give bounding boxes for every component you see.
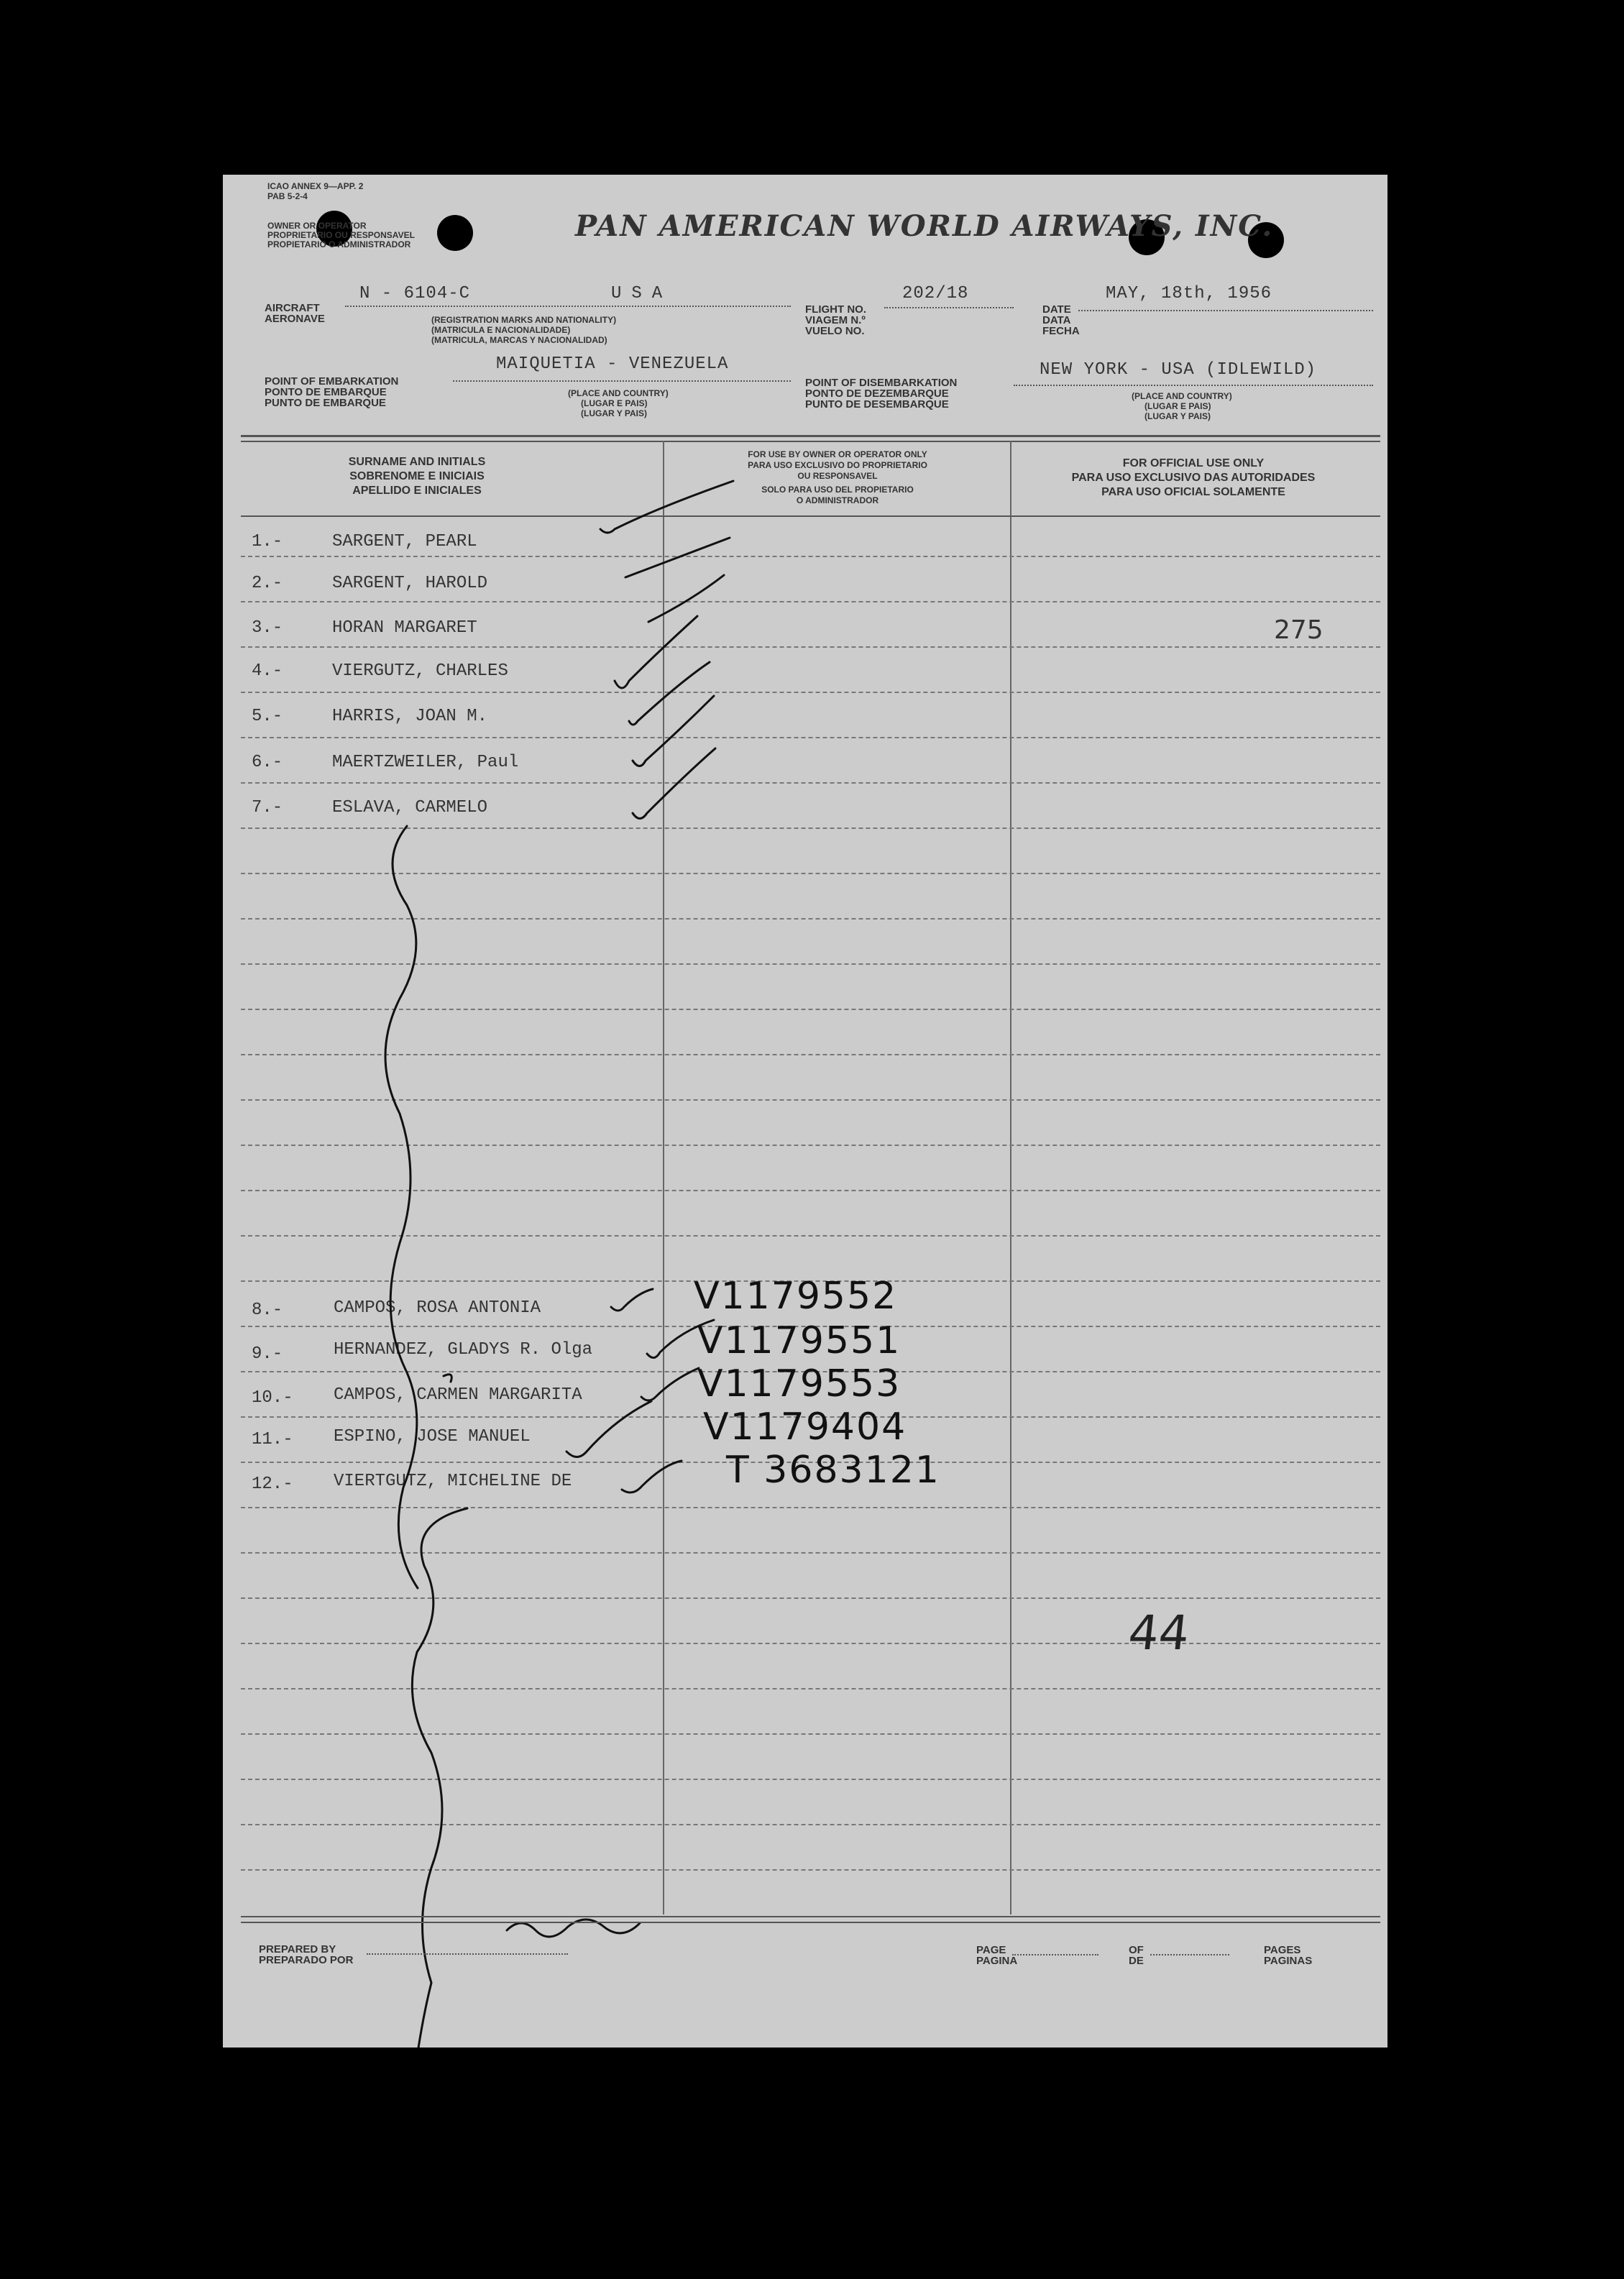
handwritten-marks bbox=[223, 175, 1387, 2048]
check-mark bbox=[622, 1461, 682, 1492]
wavy-line bbox=[385, 826, 418, 1588]
embarkation-label-en: POINT OF EMBARKATION bbox=[265, 375, 399, 388]
handwritten-document-number: V1179552 bbox=[694, 1275, 898, 1318]
embarkation-label-pt: PONTO DE EMBARQUE bbox=[265, 386, 387, 398]
passenger-name: CAMPOS, CARMEN MARGARITA bbox=[334, 1385, 582, 1405]
check-mark bbox=[625, 538, 730, 577]
check-mark bbox=[566, 1401, 651, 1457]
column-header-official-use: FOR OFFICIAL USE ONLY PARA USO EXCLUSIVO DAS AUTORIDADES PARA USO OFICIAL SOLAMENTE bbox=[1071, 457, 1316, 498]
passenger-name: ESPINO, JOSE MANUEL bbox=[334, 1427, 531, 1446]
aircraft-nationality: USA bbox=[611, 284, 673, 303]
row-number: 11.- bbox=[252, 1430, 293, 1449]
row-number: 5.- bbox=[252, 707, 283, 726]
check-mark bbox=[611, 1289, 653, 1311]
column-header-names: SURNAME AND INITIALS SOBRENOME E INICIAIS APELLIDO E INICIALES bbox=[348, 456, 486, 497]
check-mark bbox=[629, 662, 710, 725]
manifest-page bbox=[223, 175, 1387, 2048]
row-number: 8.- bbox=[252, 1301, 283, 1320]
date-label-en: DATE bbox=[1042, 303, 1071, 316]
icao-annex: ICAO ANNEX 9—APP. 2 bbox=[267, 181, 364, 191]
check-mark bbox=[648, 575, 724, 622]
passenger-name: CAMPOS, ROSA ANTONIA bbox=[334, 1298, 541, 1318]
registration-caption-pt: (MATRICULA E NACIONALIDADE) bbox=[431, 325, 571, 335]
check-mark bbox=[615, 616, 697, 688]
embarkation-caption-en: (PLACE AND COUNTRY) bbox=[568, 388, 669, 398]
pages-label-pt: PAGINAS bbox=[1264, 1955, 1313, 1967]
aircraft-label-en: AIRCRAFT bbox=[265, 302, 320, 314]
row-number: 7.- bbox=[252, 798, 283, 817]
handwritten-document-number: V1179551 bbox=[697, 1319, 902, 1362]
row-number: 4.- bbox=[252, 661, 283, 681]
owner-label-en: OWNER OR OPERATOR bbox=[267, 221, 367, 231]
aircraft-registration: N - 6104-C bbox=[359, 284, 471, 303]
disembarkation-caption-es: (LUGAR Y PAIS) bbox=[1144, 411, 1211, 421]
handwritten-document-number: V1179404 bbox=[703, 1406, 907, 1449]
embarkation-place: MAIQUETIA - VENEZUELA bbox=[496, 354, 729, 374]
owner-label-es: PROPIETARIO O ADMINISTRADOR bbox=[267, 239, 411, 249]
disembarkation-caption-en: (PLACE AND COUNTRY) bbox=[1132, 391, 1232, 401]
flight-number: 202/18 bbox=[902, 284, 969, 303]
date-label-pt: DATA bbox=[1042, 314, 1071, 326]
embarkation-caption-es: (LUGAR Y PAIS) bbox=[581, 408, 648, 418]
check-mark bbox=[641, 1368, 699, 1400]
disembarkation-label-pt: PONTO DE DEZEMBARQUE bbox=[805, 388, 949, 400]
passenger-name: HERNANDEZ, GLADYS R. Olga bbox=[334, 1340, 593, 1359]
prepared-by-label-pt: PREPARADO POR bbox=[259, 1954, 354, 1966]
disembarkation-label-es: PUNTO DE DESEMBARQUE bbox=[805, 398, 949, 411]
flight-label-es: VUELO NO. bbox=[805, 325, 865, 337]
pages-label-en: PAGES bbox=[1264, 1944, 1301, 1956]
date-label-es: FECHA bbox=[1042, 325, 1080, 337]
row-number: 12.- bbox=[252, 1475, 293, 1494]
passenger-name: ESLAVA, CARMELO bbox=[332, 798, 488, 817]
page-label-pt: PAGINA bbox=[976, 1955, 1018, 1967]
check-mark bbox=[633, 696, 714, 766]
passenger-name: HARRIS, JOAN M. bbox=[332, 707, 488, 726]
registration-caption-en: (REGISTRATION MARKS AND NATIONALITY) bbox=[431, 315, 617, 325]
of-label-en: OF bbox=[1129, 1944, 1144, 1956]
check-mark bbox=[600, 481, 733, 533]
row-number: 9.- bbox=[252, 1344, 283, 1364]
row-number: 10.- bbox=[252, 1388, 293, 1408]
passenger-name: HORAN MARGARET bbox=[332, 618, 477, 638]
passenger-name: VIERTGUTZ, MICHELINE DE bbox=[334, 1472, 572, 1491]
wavy-line bbox=[412, 1508, 467, 2048]
flight-date: MAY, 18th, 1956 bbox=[1106, 284, 1272, 303]
row-number: 6.- bbox=[252, 753, 283, 772]
embarkation-caption-pt: (LUGAR E PAIS) bbox=[581, 398, 648, 408]
prepared-by-label-en: PREPARED BY bbox=[259, 1943, 336, 1955]
column-header-owner-use: FOR USE BY OWNER OR OPERATOR ONLY PARA USO EXCLUSIVO DO PROPRIETARIO OU RESPONSAVEL SOLO PARA USO DEL PROPIETARIO O ADMINISTRADOR bbox=[748, 449, 927, 505]
check-mark bbox=[633, 748, 715, 819]
aircraft-label-pt: AERONAVE bbox=[265, 313, 325, 325]
handwritten-margin-number: 44 bbox=[1125, 1605, 1193, 1661]
disembarkation-caption-pt: (LUGAR E PAIS) bbox=[1144, 401, 1211, 411]
official-use-note: 275 bbox=[1274, 615, 1323, 645]
passenger-name: MAERTZWEILER, Paul bbox=[332, 753, 519, 772]
flight-label-en: FLIGHT NO. bbox=[805, 303, 866, 316]
stray-mark bbox=[444, 1375, 451, 1382]
disembarkation-place: NEW YORK - USA (IDLEWILD) bbox=[1040, 360, 1317, 380]
flight-label-pt: VIAGEM N.º bbox=[805, 314, 866, 326]
passenger-name: SARGENT, HAROLD bbox=[332, 574, 488, 593]
handwritten-document-number: T 3683121 bbox=[726, 1449, 940, 1492]
row-number: 1.- bbox=[252, 532, 283, 551]
handwritten-document-number: V1179553 bbox=[697, 1362, 902, 1406]
registration-caption-es: (MATRICULA, MARCAS Y NACIONALIDAD) bbox=[431, 335, 607, 345]
disembarkation-label-en: POINT OF DISEMBARKATION bbox=[805, 377, 958, 389]
embarkation-label-es: PUNTO DE EMBARQUE bbox=[265, 397, 386, 409]
page-label-en: PAGE bbox=[976, 1944, 1006, 1956]
row-number: 3.- bbox=[252, 618, 283, 638]
check-mark bbox=[647, 1320, 714, 1358]
of-label-pt: DE bbox=[1129, 1955, 1144, 1967]
form-code: PAB 5-2-4 bbox=[267, 191, 308, 201]
passenger-name: SARGENT, PEARL bbox=[332, 532, 477, 551]
row-number: 2.- bbox=[252, 574, 283, 593]
airline-name: PAN AMERICAN WORLD AIRWAYS, INC. bbox=[575, 209, 1274, 243]
owner-label-pt: PROPRIETARIO OU RESPONSAVEL bbox=[267, 230, 415, 240]
passenger-name: VIERGUTZ, CHARLES bbox=[332, 661, 508, 681]
